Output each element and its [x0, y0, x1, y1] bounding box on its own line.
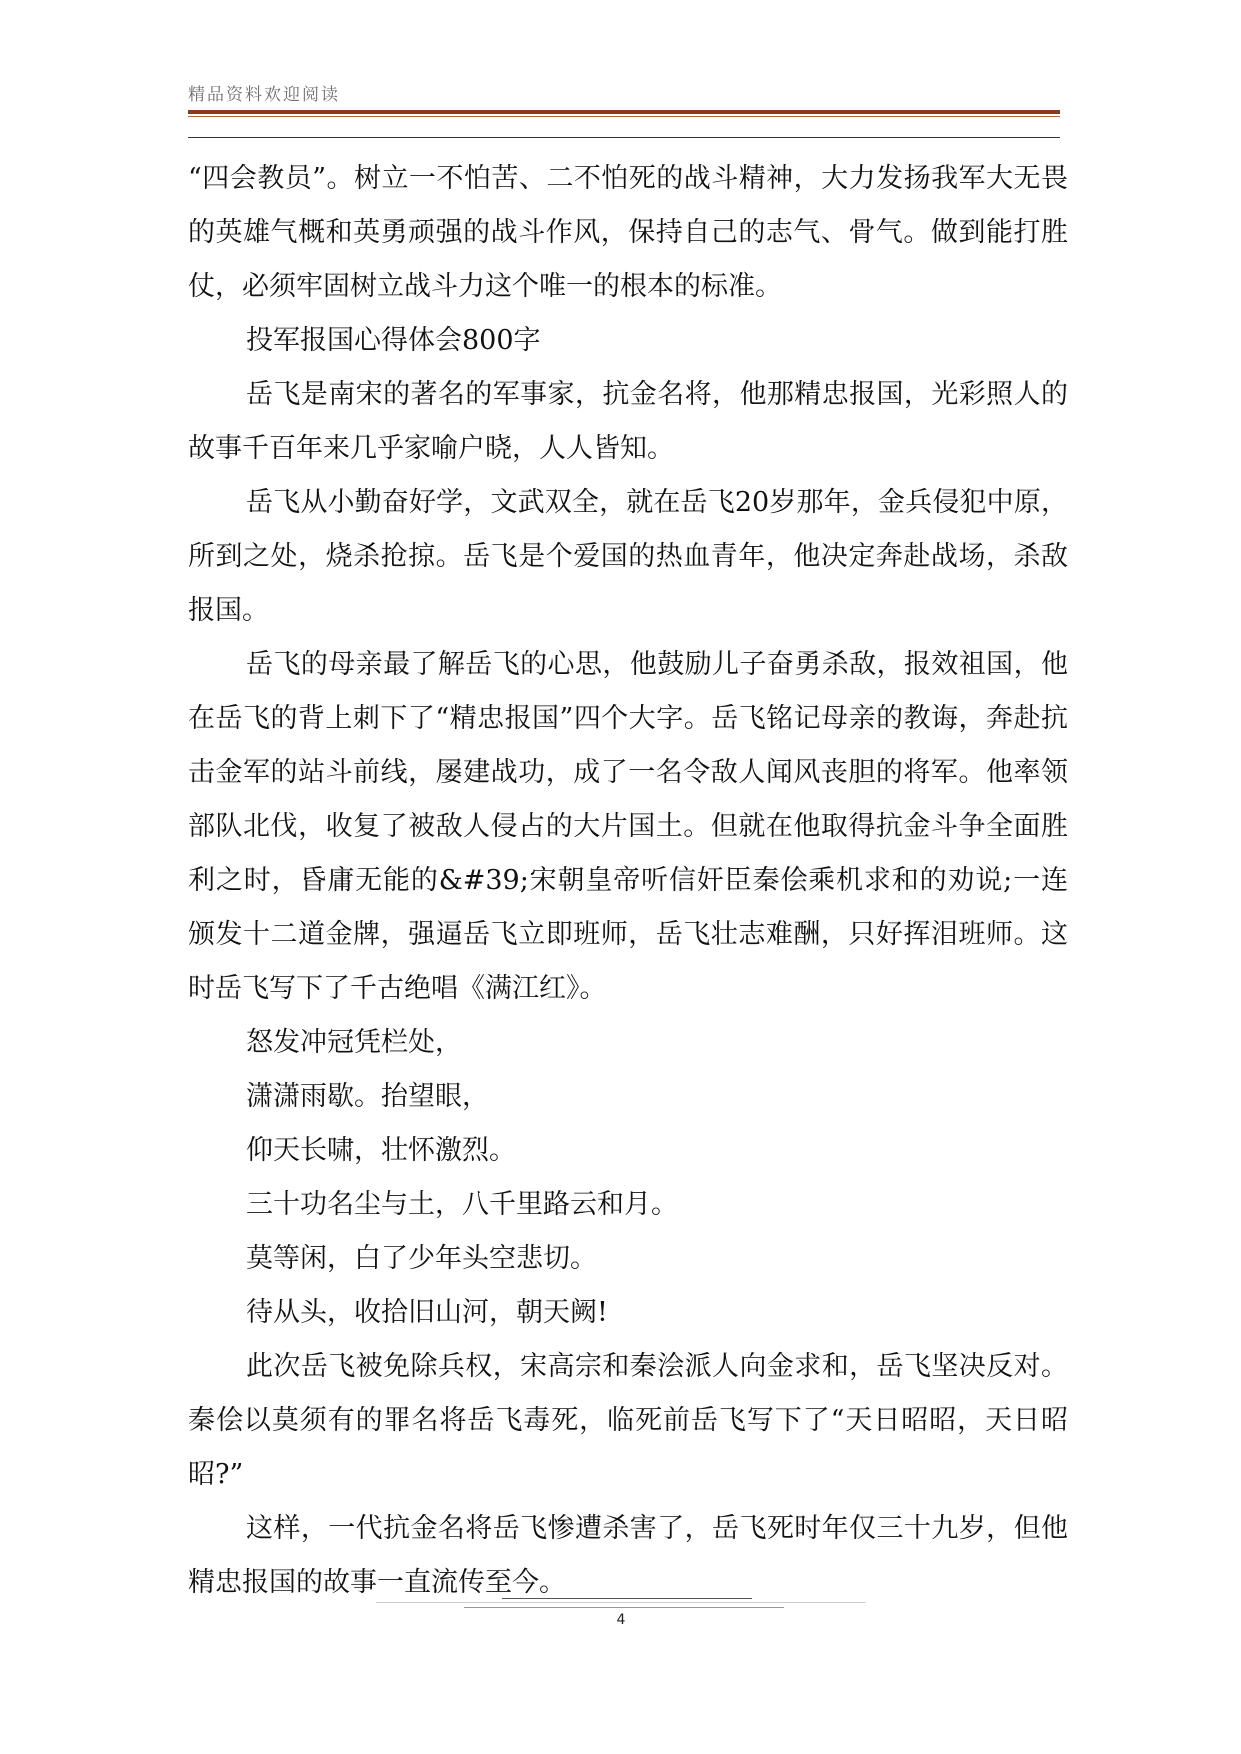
header-rule-thick: [188, 110, 1060, 114]
header-rule-base: [188, 137, 1060, 138]
page-number: 4: [616, 1612, 626, 1628]
paragraph-continuation: “四会教员”。树立一不怕苦、二不怕死的战斗精神，大力发扬我军大无畏的英雄气概和英勇顽强的战斗作风，保持自己的志气、骨气。做到能打胜仗，必须牢固树立战斗力这个唯一的根本的标准。: [188, 163, 1068, 302]
poem-line: 怒发冲冠凭栏处，: [246, 1027, 462, 1058]
header-title: 精品资料欢迎阅读: [188, 85, 340, 105]
paragraph: 岳飞从小勤奋好学，文武双全，就在岳飞20岁那年，金兵侵犯中原，所到之处，烧杀抢掠。岳飞是个爱国的热血青年，他决定奔赴战场，杀敌报国。: [188, 487, 1068, 626]
footer-rule: [502, 1598, 752, 1599]
paragraph: 岳飞的母亲最了解岳飞的心思，他鼓励儿子奋勇杀敌，报效祖国，他在岳飞的背上刺下了“精忠报国”四个大字。岳飞铭记母亲的教诲，奔赴抗击金军的站斗前线，屡建战功，成了一名令敌人闻风丧胆的将军。他率领部队北伐，收复了被敌人侵占的大片国土。但就在他取得抗金斗争全面胜利之时，昏庸无能的&#39;宋朝皇帝听信奸臣秦侩乘机求和的劝说;一连颁发十二道金牌，强逼岳飞立即班师，岳飞壮志难酬，只好挥泪班师。这时岳飞写下了千古绝唱《满江红》。: [188, 649, 1068, 1004]
poem-line: 三十功名尘与土，八千里路云和月。: [246, 1189, 678, 1220]
poem-line: 潇潇雨歇。抬望眼，: [246, 1081, 489, 1112]
poem-line: 待从头，收拾旧山河，朝天阙!: [246, 1297, 608, 1328]
page-footer: [376, 1598, 866, 1658]
section-heading: 投军报国心得体会800字: [246, 325, 541, 356]
page-header: [188, 84, 1060, 138]
paragraph: 岳飞是南宋的著名的军事家，抗金名将，他那精忠报国，光彩照人的故事千百年来几乎家喻户晓，人人皆知。: [188, 379, 1068, 464]
poem-line: 仰天长啸，壮怀激烈。: [246, 1135, 516, 1166]
poem-line: 莫等闲，白了少年头空悲切。: [246, 1243, 597, 1274]
footer-rule: [376, 1602, 866, 1603]
header-rule-thin: [188, 116, 1060, 117]
footer-rule: [464, 1607, 784, 1608]
paragraph: 此次岳飞被免除兵权，宋高宗和秦浍派人向金求和，岳飞坚决反对。秦侩以莫须有的罪名将岳飞毒死，临死前岳飞写下了“天日昭昭，天日昭昭?”: [188, 1351, 1068, 1490]
paragraph: 这样，一代抗金名将岳飞惨遭杀害了，岳飞死时年仅三十九岁，但他精忠报国的故事一直流传至今。: [188, 1513, 1068, 1598]
document-body: [188, 152, 1068, 1610]
